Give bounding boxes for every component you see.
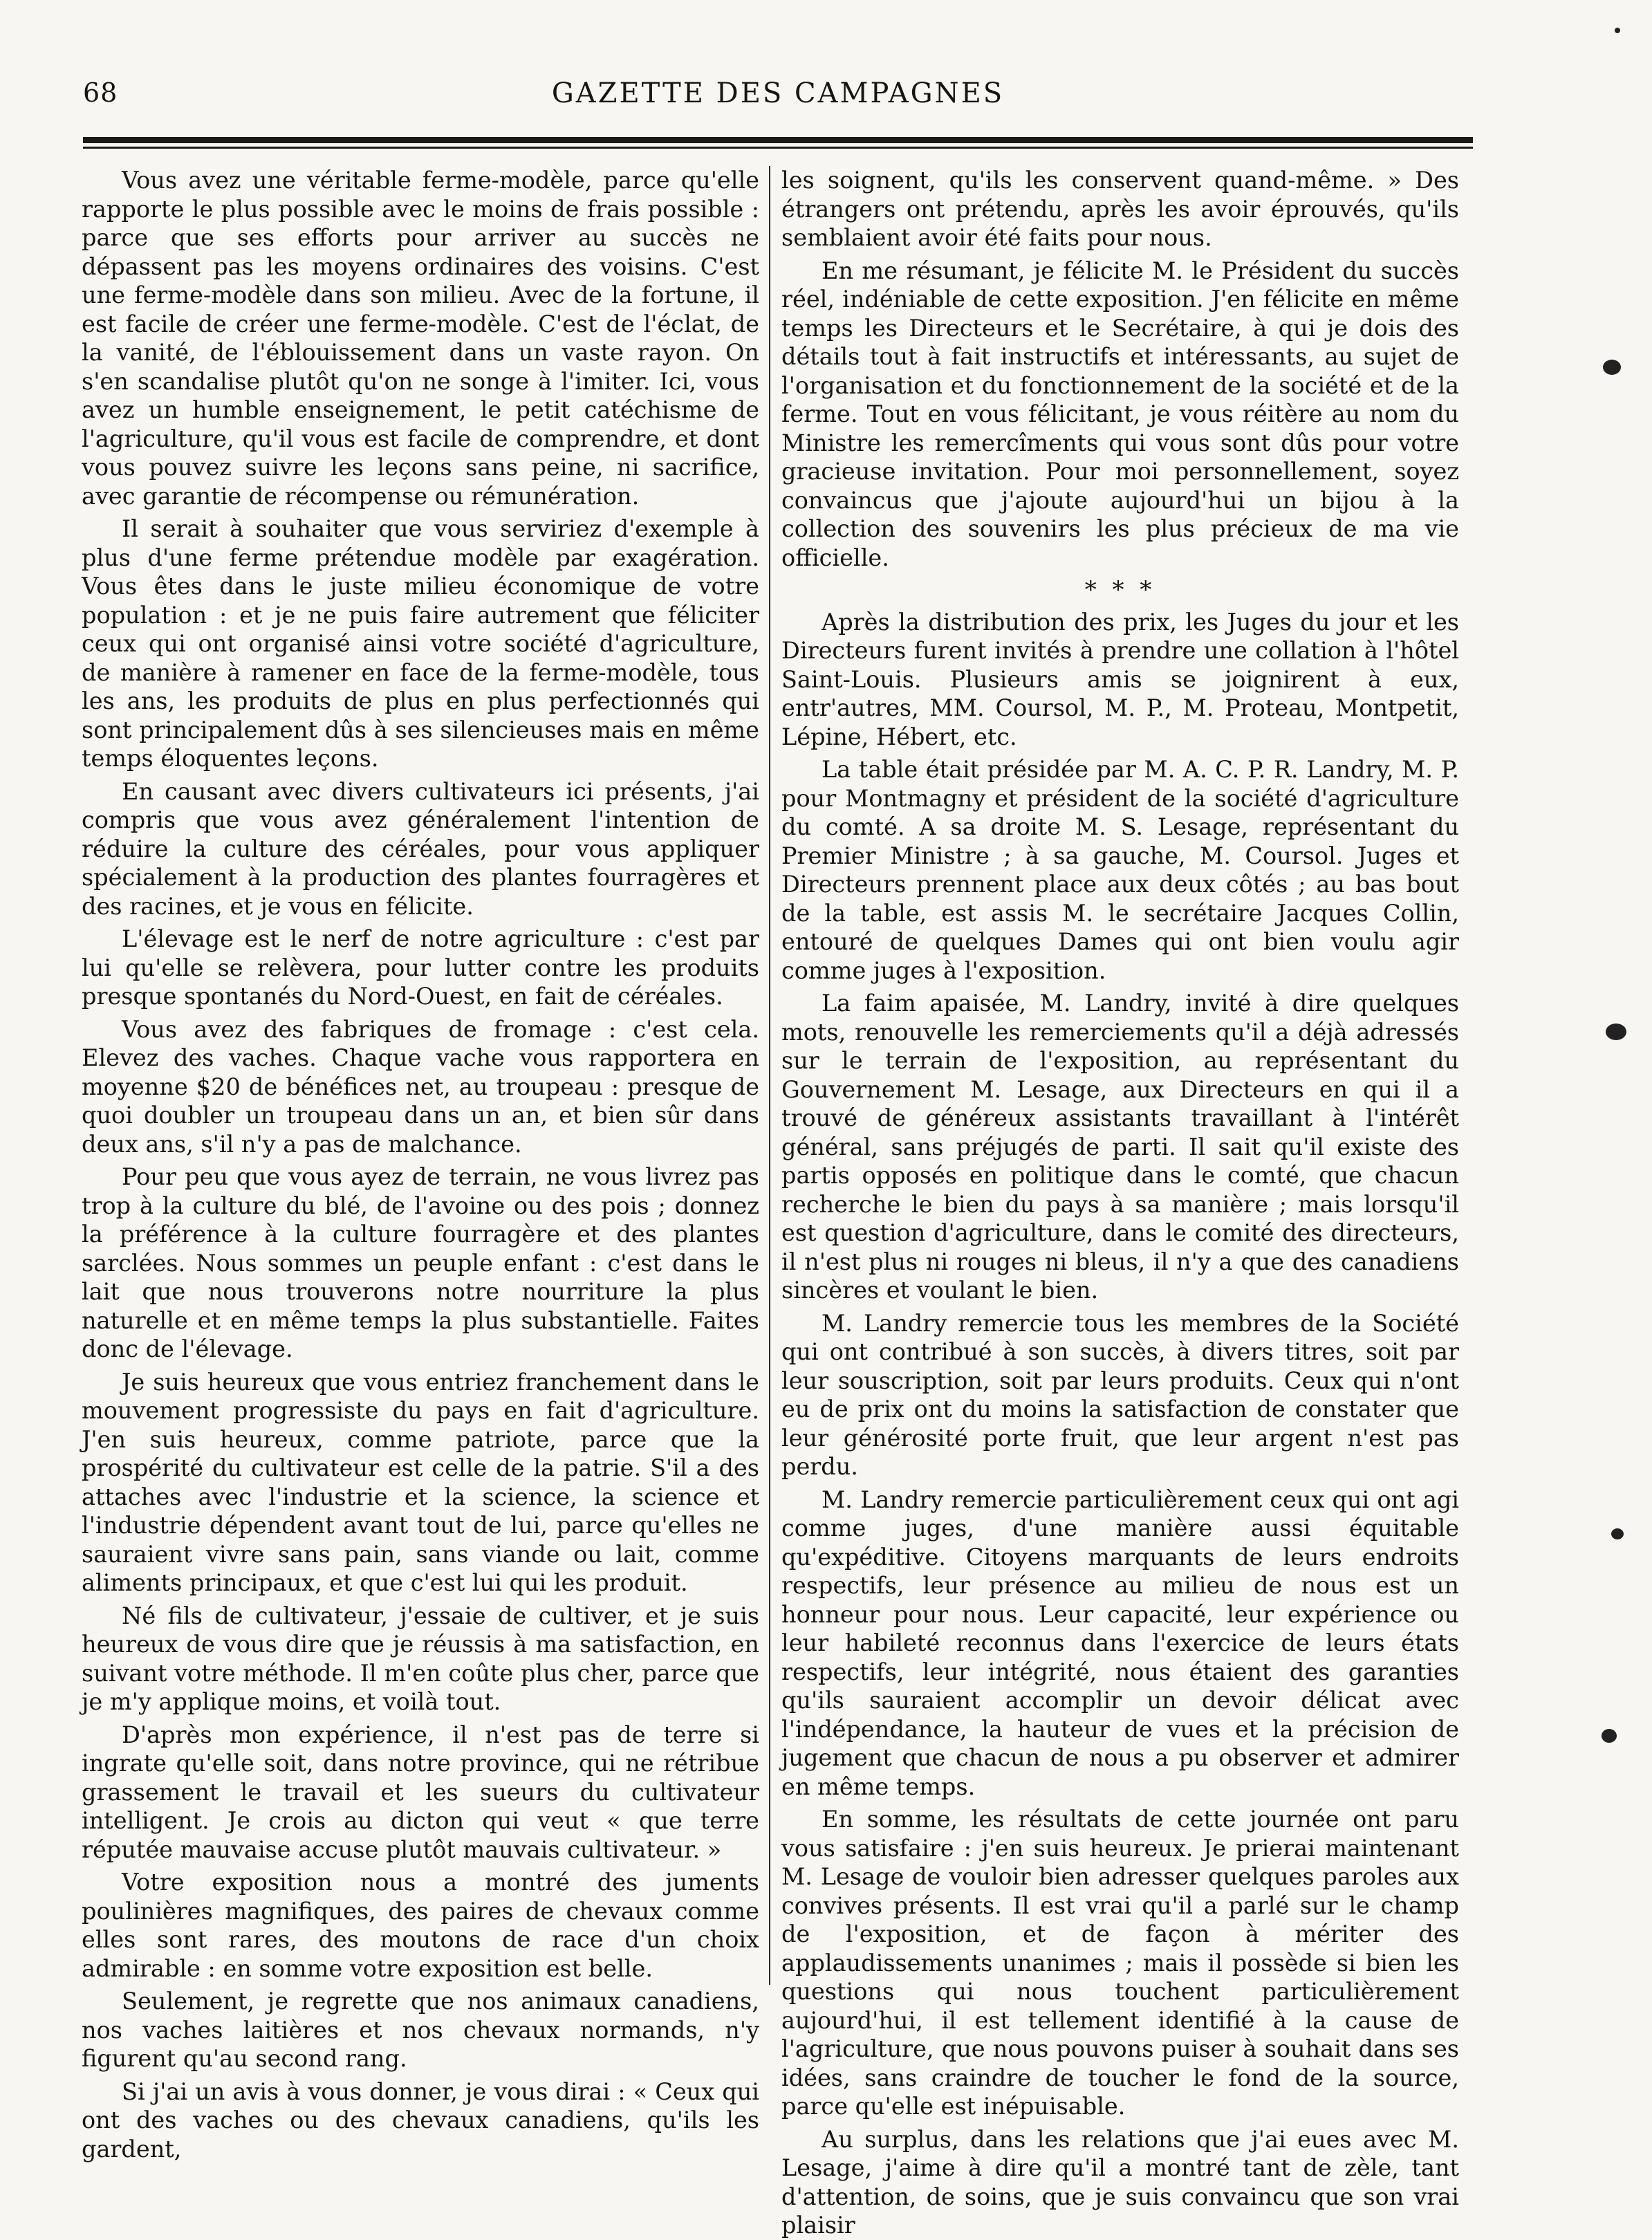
scan-speck: [1602, 1729, 1617, 1743]
left-paragraph: Votre exposition nous a montré des juments poulinières magnifiques, des paires de chevaux comme elles sont rares, des moutons de race d'un choix admirable : en somme votre exposition est belle.: [82, 1869, 759, 1982]
right-paragraph: Au surplus, dans les relations que j'ai eues avec M. Lesage, j'aime à dire qu'il a montré tant de zèle, tant d'attention, de soins, que je suis convaincu que son vrai plaisir: [781, 2125, 1459, 2239]
left-paragraph: Vous avez une véritable ferme-modèle, parce qu'elle rapporte le plus possible avec le moins de frais possible : parce que ses efforts pour arriver au succès ne dépassent pas les moyens ordinaires des voisins. C'est une ferme-modèle dans son milieu. Avec de la fortune, il est facile de créer une ferme-modèle. C'est de l'éclat, de la vanité, de l'éblouissement dans un vaste rayon. On s'en scandalise plutôt qu'on ne songe à l'imiter. Ici, vous avez un humble enseignement, le petit catéchisme de l'agriculture, qu'il vous est facile de comprendre, et dont vous pouvez suivre les leçons sans peine, ni sacrifice, avec garantie de récompense ou rémunération.: [82, 167, 759, 510]
column-divider: [769, 166, 770, 1985]
scan-speck: [1606, 1024, 1626, 1040]
left-paragraph: D'après mon expérience, il n'est pas de terre si ingrate qu'elle soit, dans notre province, qui ne rétribue grassement le travail et les sueurs du cultivateur intelligent. Je crois au dicton qui veut « que terre réputée mauvaise accuse plutôt mauvais cultivateur. »: [82, 1721, 759, 1863]
left-column: [82, 166, 759, 2163]
left-paragraph: L'élevage est le nerf de notre agriculture : c'est par lui qu'elle se relèvera, pour lutter contre les produits presque spontanés du Nord-Ouest, en fait de céréales.: [82, 925, 759, 1010]
page-header: [83, 77, 1473, 126]
right-paragraph: La faim apaisée, M. Landry, invité à dire quelques mots, renouvelle les remerciements qu'il a déjà adressés sur le terrain de l'exposition, au représentant du Gouvernement M. Lesage, aux Directeurs en qui il a trouvé de généreux assistants travaillant à l'intérêt général, sans préjugés de parti. Il sait qu'il existe des partis opposés en politique dans le comté, que chacun recherche le bien du pays à sa manière ; mais lorsqu'il est question d'agriculture, dans le comité des directeurs, il n'est plus ni rouges ni bleus, il n'y a que des canadiens sincères et voulant le bien.: [781, 990, 1459, 1304]
left-paragraph: Vous avez des fabriques de fromage : c'est cela. Elevez des vaches. Chaque vache vous rapportera en moyenne $20 de bénéfices net, au troupeau : presque de quoi doubler un troupeau dans un an, et bien sûr dans deux ans, s'il n'y a pas de malchance.: [82, 1015, 759, 1158]
left-paragraph: Pour peu que vous ayez de terrain, ne vous livrez pas trop à la culture du blé, de l'avoine ou des pois ; donnez la préférence à la culture fourragère et des plantes sarclées. Nous sommes un peuple enfant : c'est dans le lait que nous trouverons notre nourriture la plus naturelle et en même temps la plus substantielle. Faites donc de l'élevage.: [82, 1163, 759, 1362]
right-paragraph: En somme, les résultats de cette journée ont paru vous satisfaire : j'en suis heureux. Je prierai maintenant M. Lesage de vouloir bien adresser quelques paroles aux convives présents. Il est vrai qu'il a parlé sur le champ de l'exposition, et de façon à mériter des applaudissements unanimes ; mais il possède si bien les questions qui nous touchent particulièrement aujourd'hui, il est tellement identifié à la cause de l'agriculture, que nous pouvons puiser à souhait dans ses idées, sans craindre de toucher le fond de la source, parce qu'elle est inépuisable.: [781, 1806, 1459, 2120]
right-paragraph: M. Landry remercie particulièrement ceux qui ont agi comme juges, d'une manière aussi équitable qu'expéditive. Citoyens marquants de leurs endroits respectifs, leur présence au milieu de nous est un honneur pour nous. Leur capacité, leur expérience ou leur habileté reconnus dans l'exercice de leurs états respectifs, leur intégrité, nous étaient des garanties qu'ils sauraient accomplir un devoir délicat avec l'indépendance, la hauteur de vues et la précision de jugement que chacun de nous a pu observer et admirer en même temps.: [781, 1485, 1459, 1800]
right-paragraph: Après la distribution des prix, les Juges du jour et les Directeurs furent invités à prendre une collation à l'hôtel Saint-Louis. Plusieurs amis se joignirent à eux, entr'autres, MM. Coursol, M. P., M. Proteau, Montpetit, Lépine, Hébert, etc.: [781, 608, 1459, 750]
left-paragraph: Seulement, je regrette que nos animaux canadiens, nos vaches laitières et nos chevaux normands, n'y figurent qu'au second rang.: [82, 1988, 759, 2072]
page-number: 68: [83, 77, 118, 108]
left-paragraph: Né fils de cultivateur, j'essaie de cultiver, et je suis heureux de vous dire que je réussis à ma satisfaction, en suivant votre méthode. Il m'en coûte plus cher, parce que je m'y applique moins, et voilà tout.: [82, 1602, 759, 1715]
scan-speck: [1603, 360, 1621, 375]
scan-speck: [1611, 1528, 1624, 1539]
right-paragraph: La table était présidée par M. A. C. P. R. Landry, M. P. pour Montmagny et président de la société d'agriculture du comté. A sa droite M. S. Lesage, représentant du Premier Ministre ; à sa gauche, M. Coursol. Juges et Directeurs prennent place aux deux côtés ; au bas bout de la table, est assis M. le secrétaire Jacques Collin, entouré de quelques Dames qui ont bien voulu agir comme juges à l'exposition.: [781, 756, 1459, 984]
right-continuation: les soignent, qu'ils les conservent quand-même. » Des étrangers ont prétendu, après les avoir éprouvés, qu'ils semblaient avoir été faits pour nous.: [781, 167, 1459, 251]
header-rule-thin: [83, 147, 1473, 149]
right-column: [781, 166, 1459, 2239]
left-paragraph: Il serait à souhaiter que vous serviriez d'exemple à plus d'une ferme prétendue modèle par exagération. Vous êtes dans le juste milieu économique de votre population : et je ne puis faire autrement que féliciter ceux qui ont organisé ainsi votre société d'agriculture, de manière à ramener en face de la ferme-modèle, tous les ans, les produits de plus en plus perfectionnés qui sont principalement dûs à ses silencieuses mais en même temps éloquentes leçons.: [82, 515, 759, 772]
scan-speck: [1615, 28, 1620, 33]
right-paragraph: En me résumant, je félicite M. le Président du succès réel, indéniable de cette exposition. J'en félicite en même temps les Directeurs et le Secrétaire, à qui je dois des détails tout à fait instructifs et intéressants, au sujet de l'organisation et du fonctionnement de la société et de la ferme. Tout en vous félicitant, je vous réitère au nom du Ministre les remercîments qui vous sont dûs pour votre gracieuse invitation. Pour moi personnellement, soyez convaincus que j'ajoute aujourd'hui un bijou à la collection des souvenirs les plus précieux de ma vie officielle.: [781, 257, 1459, 571]
page-title: GAZETTE DES CAMPAGNES: [551, 77, 1005, 109]
section-break-asterism: * * *: [1084, 576, 1156, 604]
header-rule-thick: [83, 137, 1473, 143]
left-paragraph: En causant avec divers cultivateurs ici présents, j'ai compris que vous avez généralement l'intention de réduire la culture des céréales, pour vous appliquer spécialement à la production des plantes fourragères et des racines, et je vous en félicite.: [82, 777, 759, 920]
right-paragraph: M. Landry remercie tous les membres de la Société qui ont contribué à son succès, à divers titres, soit par leur souscription, soit par leurs produits. Ceux qui n'ont eu de prix ont du moins la satisfaction de constater que leur générosité porte fruit, que leur argent n'est pas perdu.: [781, 1309, 1459, 1480]
left-paragraph: Je suis heureux que vous entriez franchement dans le mouvement progressiste du pays en fait d'agriculture. J'en suis heureux, comme patriote, parce que la prospérité du cultivateur est celle de la patrie. S'il a des attaches avec l'industrie et la science, la science et l'industrie dépendent avant tout de lui, parce qu'elles ne sauraient vivre sans pain, sans viande ou lait, comme aliments principaux, et que c'est lui qui les produit.: [82, 1368, 759, 1596]
left-paragraph: Si j'ai un avis à vous donner, je vous dirai : « Ceux qui ont des vaches ou des chevaux canadiens, qu'ils les gardent,: [82, 2077, 759, 2163]
